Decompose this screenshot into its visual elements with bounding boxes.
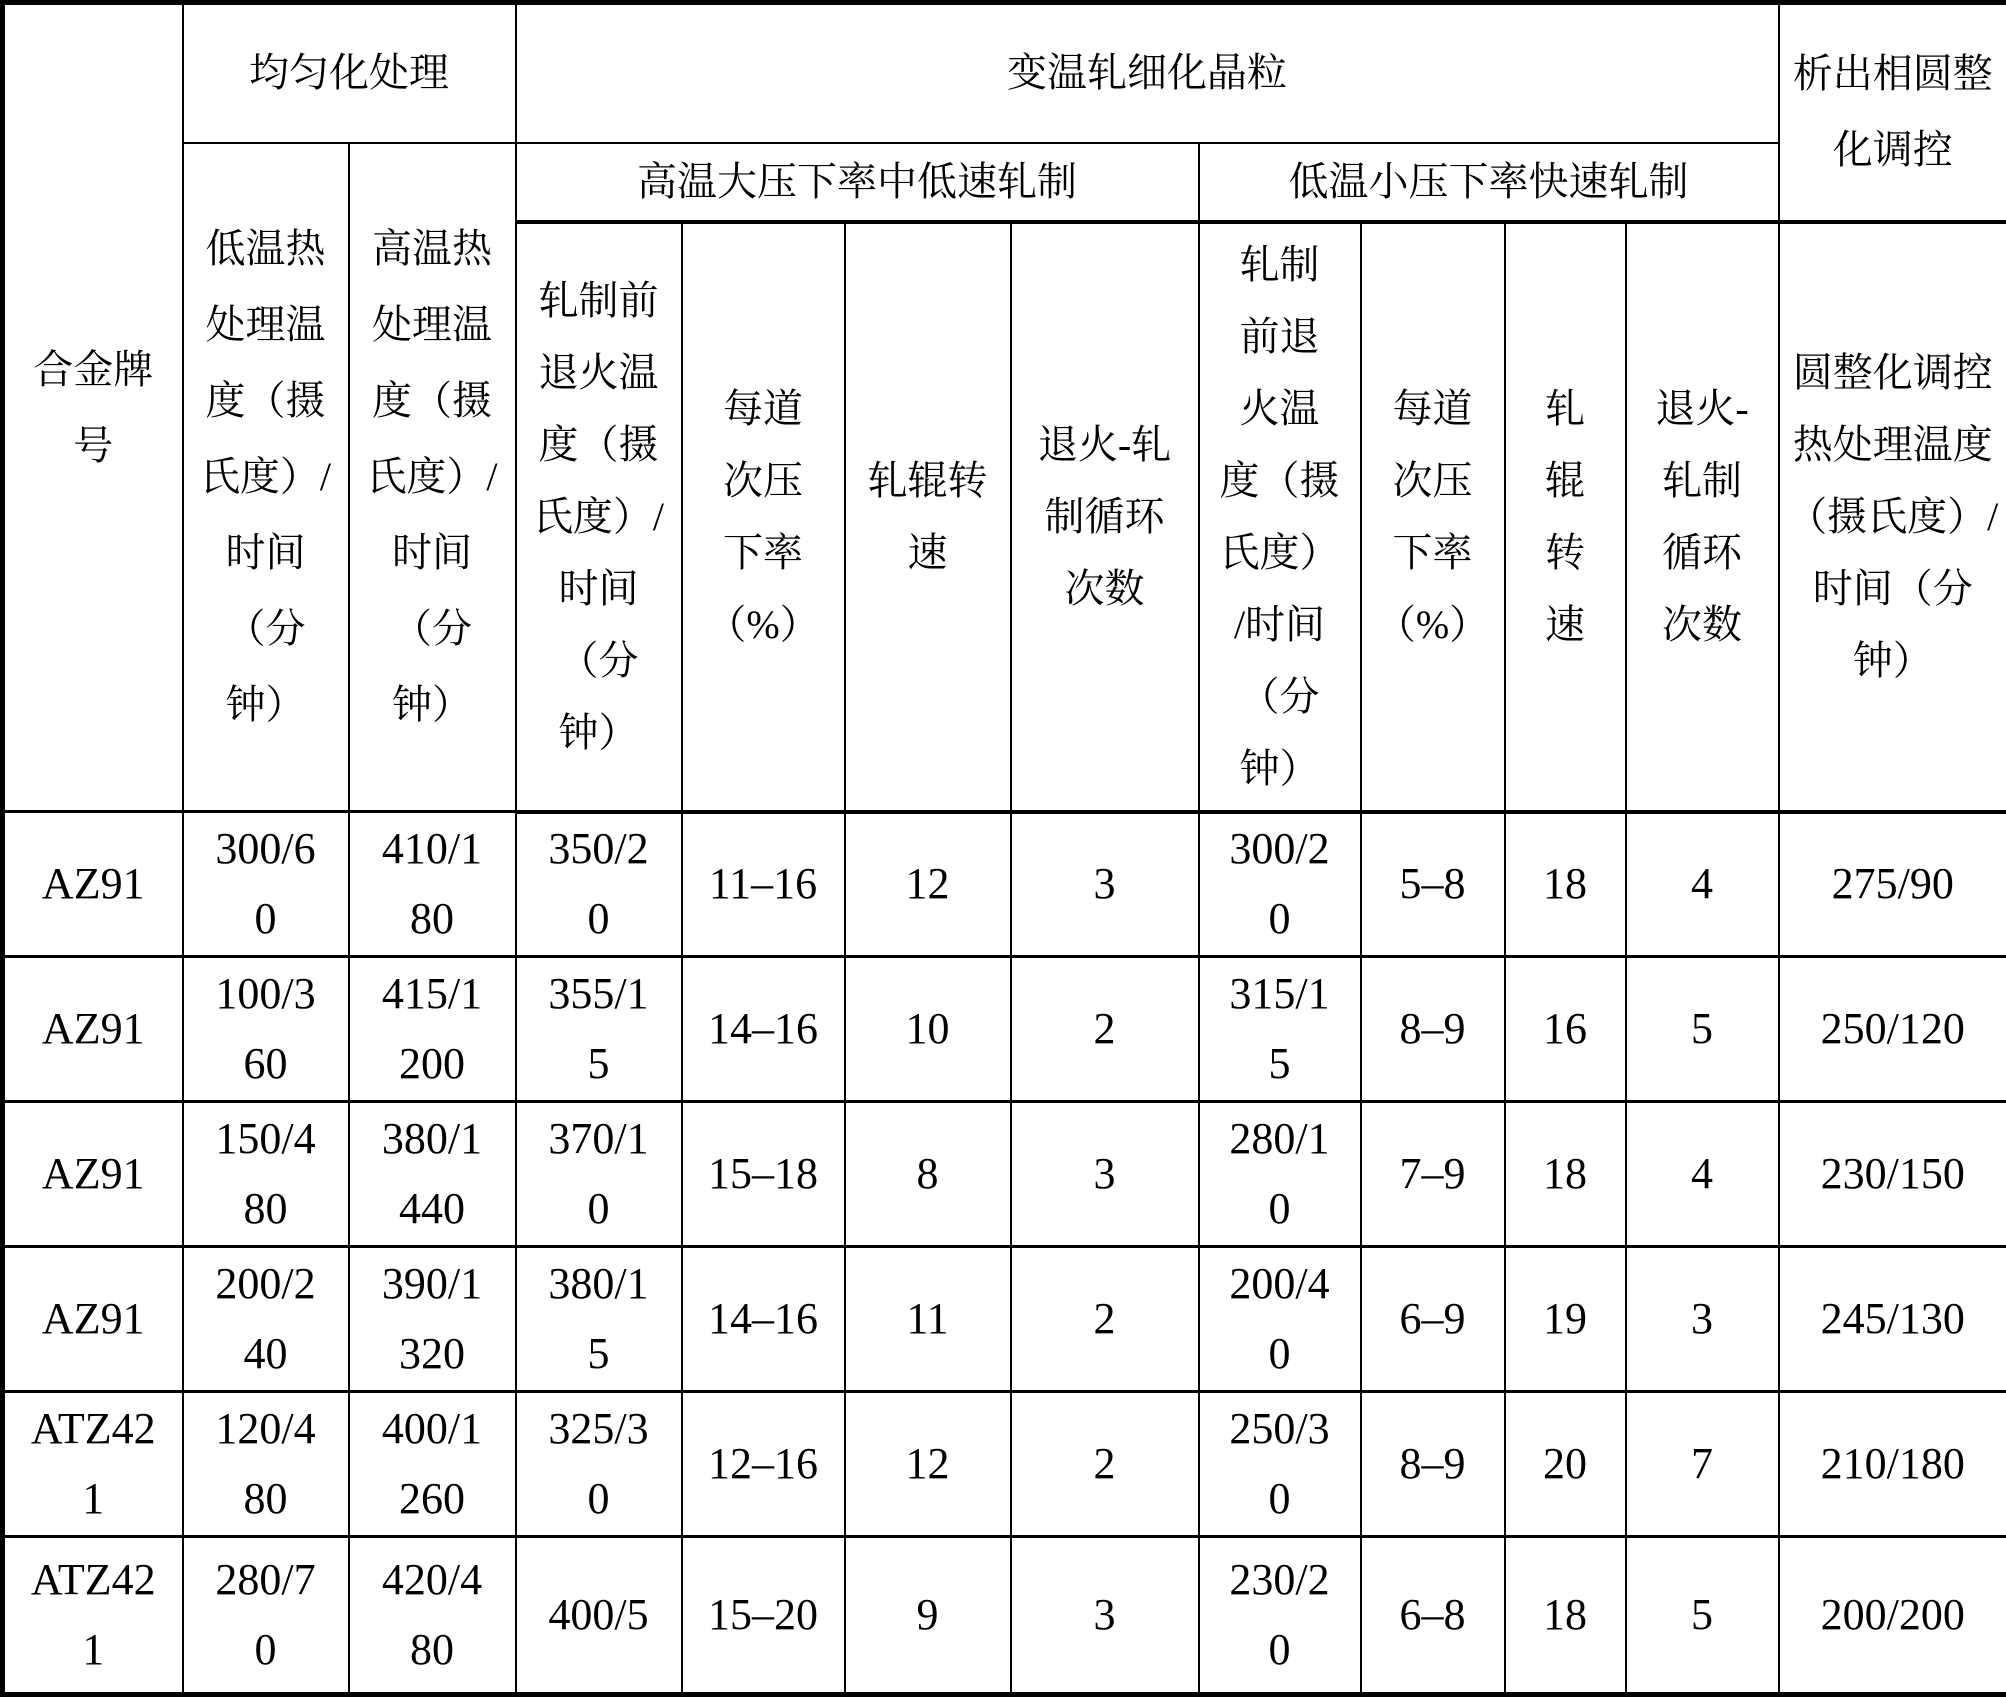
cell-anneal-1: 325/3 0 [516, 1392, 682, 1537]
header-anneal-1: 轧制前 退火温 度（摄 氏度）/ 时间 （分 钟） [516, 222, 682, 812]
cell-rounding: 200/200 [1779, 1537, 2006, 1695]
cell-roll-speed-1: 9 [845, 1537, 1011, 1695]
cell-cycles-2: 5 [1626, 957, 1779, 1102]
cell-reduction-1: 11–16 [682, 812, 845, 957]
cell-reduction-1: 15–20 [682, 1537, 845, 1695]
header-rolling-group: 变温轧细化晶粒 [516, 3, 1779, 143]
cell-anneal-2: 300/2 0 [1199, 812, 1361, 957]
cell-roll-speed-1: 11 [845, 1247, 1011, 1392]
header-reduction-2: 每道 次压 下率 （%） [1361, 222, 1505, 812]
table-row [3, 812, 2006, 957]
cell-cycles-2: 4 [1626, 812, 1779, 957]
cell-cycles-1: 2 [1011, 1247, 1199, 1392]
cell-roll-speed-2: 18 [1505, 812, 1626, 957]
cell-reduction-2: 6–9 [1361, 1247, 1505, 1392]
cell-roll-speed-2: 19 [1505, 1247, 1626, 1392]
header-reduction-1: 每道 次压 下率 （%） [682, 222, 845, 812]
cell-low-temp: 120/4 80 [183, 1392, 349, 1537]
cell-low-temp: 150/4 80 [183, 1102, 349, 1247]
header-cycles-1: 退火-轧 制循环 次数 [1011, 222, 1199, 812]
header-low-temp-treatment: 低温热 处理温 度（摄 氏度）/ 时间 （分 钟） [183, 143, 349, 812]
cell-anneal-2: 250/3 0 [1199, 1392, 1361, 1537]
table-row [3, 1247, 2006, 1392]
cell-anneal-1: 380/1 5 [516, 1247, 682, 1392]
cell-reduction-1: 14–16 [682, 1247, 845, 1392]
cell-low-temp: 100/3 60 [183, 957, 349, 1102]
cell-reduction-1: 14–16 [682, 957, 845, 1102]
header-sub-low: 低温小压下率快速轧制 [1199, 143, 1779, 222]
cell-anneal-1: 355/1 5 [516, 957, 682, 1102]
cell-anneal-1: 370/1 0 [516, 1102, 682, 1247]
cell-alloy: ATZ42 1 [3, 1537, 183, 1695]
cell-reduction-2: 6–8 [1361, 1537, 1505, 1695]
cell-high-temp: 380/1 440 [349, 1102, 516, 1247]
header-rounding: 圆整化调控 热处理温度 （摄氏度）/ 时间（分钟） [1779, 222, 2006, 812]
cell-alloy: AZ91 [3, 1247, 183, 1392]
table-row [3, 957, 2006, 1102]
cell-high-temp: 390/1 320 [349, 1247, 516, 1392]
cell-low-temp: 200/2 40 [183, 1247, 349, 1392]
cell-cycles-2: 5 [1626, 1537, 1779, 1695]
cell-roll-speed-2: 18 [1505, 1537, 1626, 1695]
cell-roll-speed-2: 20 [1505, 1392, 1626, 1537]
header-roll-speed-1: 轧辊转 速 [845, 222, 1011, 812]
cell-anneal-2: 230/2 0 [1199, 1537, 1361, 1695]
header-alloy: 合金牌 号 [3, 3, 183, 812]
cell-reduction-2: 5–8 [1361, 812, 1505, 957]
cell-anneal-1: 350/2 0 [516, 812, 682, 957]
cell-rounding: 275/90 [1779, 812, 2006, 957]
cell-anneal-2: 200/4 0 [1199, 1247, 1361, 1392]
cell-high-temp: 400/1 260 [349, 1392, 516, 1537]
cell-reduction-2: 8–9 [1361, 1392, 1505, 1537]
cell-reduction-1: 15–18 [682, 1102, 845, 1247]
cell-alloy: AZ91 [3, 812, 183, 957]
header-precipitate: 析出相圆整 化调控 [1779, 3, 2006, 222]
cell-cycles-1: 3 [1011, 812, 1199, 957]
cell-cycles-1: 3 [1011, 1537, 1199, 1695]
cell-alloy: ATZ42 1 [3, 1392, 183, 1537]
cell-high-temp: 415/1 200 [349, 957, 516, 1102]
table-row [3, 1392, 2006, 1537]
cell-roll-speed-1: 8 [845, 1102, 1011, 1247]
cell-roll-speed-1: 12 [845, 1392, 1011, 1537]
table-row [3, 1537, 2006, 1695]
cell-anneal-1: 400/5 [516, 1537, 682, 1695]
cell-rounding: 230/150 [1779, 1102, 2006, 1247]
cell-roll-speed-1: 10 [845, 957, 1011, 1102]
cell-roll-speed-2: 16 [1505, 957, 1626, 1102]
cell-cycles-2: 4 [1626, 1102, 1779, 1247]
header-homogenization: 均匀化处理 [183, 3, 516, 143]
cell-low-temp: 300/6 0 [183, 812, 349, 957]
cell-anneal-2: 315/1 5 [1199, 957, 1361, 1102]
cell-cycles-2: 7 [1626, 1392, 1779, 1537]
cell-low-temp: 280/7 0 [183, 1537, 349, 1695]
table-row [3, 1102, 2006, 1247]
cell-rounding: 250/120 [1779, 957, 2006, 1102]
cell-roll-speed-2: 18 [1505, 1102, 1626, 1247]
cell-cycles-1: 3 [1011, 1102, 1199, 1247]
cell-anneal-2: 280/1 0 [1199, 1102, 1361, 1247]
header-roll-speed-2: 轧 辊 转 速 [1505, 222, 1626, 812]
cell-reduction-1: 12–16 [682, 1392, 845, 1537]
cell-rounding: 210/180 [1779, 1392, 2006, 1537]
cell-alloy: AZ91 [3, 957, 183, 1102]
header-cycles-2: 退火- 轧制 循环 次数 [1626, 222, 1779, 812]
cell-rounding: 245/130 [1779, 1247, 2006, 1392]
cell-cycles-1: 2 [1011, 1392, 1199, 1537]
cell-reduction-2: 7–9 [1361, 1102, 1505, 1247]
header-high-temp-treatment: 高温热 处理温 度（摄 氏度）/ 时间 （分 钟） [349, 143, 516, 812]
cell-alloy: AZ91 [3, 1102, 183, 1247]
cell-high-temp: 410/1 80 [349, 812, 516, 957]
header-sub-high: 高温大压下率中低速轧制 [516, 143, 1199, 222]
cell-cycles-1: 2 [1011, 957, 1199, 1102]
cell-roll-speed-1: 12 [845, 812, 1011, 957]
cell-reduction-2: 8–9 [1361, 957, 1505, 1102]
cell-cycles-2: 3 [1626, 1247, 1779, 1392]
cell-high-temp: 420/4 80 [349, 1537, 516, 1695]
header-anneal-2: 轧制 前退 火温 度（摄 氏度） /时间 （分 钟） [1199, 222, 1361, 812]
